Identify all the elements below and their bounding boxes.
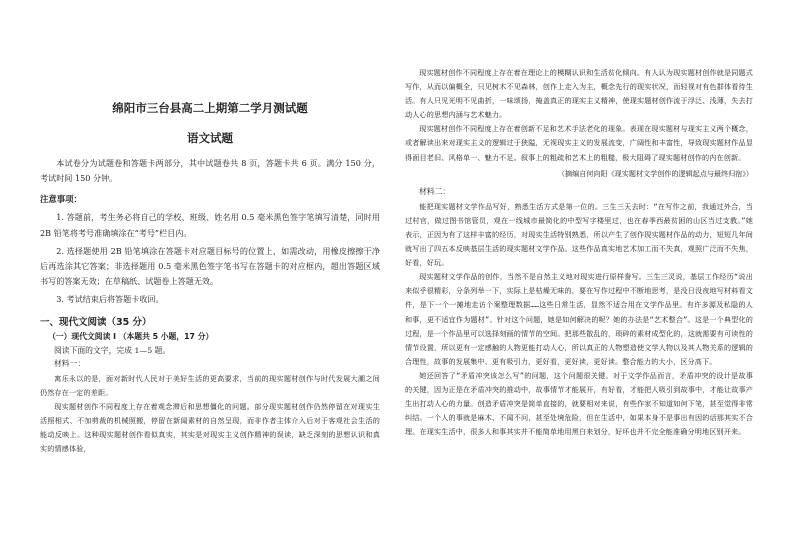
material-1-paragraph: 现实题材创作不同程度上存在着在理论上的模糊认识和生活贫化倾向。有人认为现实题材创作就是同题式写作，从而以偏概全，只见树木不见森林，创作上走入为主，概念先行的现实状况，而轻视对有色群体看待生活。有人只见光明不见曲折，一味颂扬，掩盖真正的现实主义精神，使现实题材创作流于浮泛、浅薄，失去打动人心的思想内涵与艺术魅力。 <box>405 68 753 120</box>
material-2-paragraph: 现实题材文学作品的创作，当然不是自然主义地对现实进行原样誊写。三生三灵说，基层工作经历“说出来似乎很精彩，分条列举一下，实际上是枯燥无味的，要在写作过程中不断地思考，是没日没夜地写材料看文件，是下一个一摊地走访个案整理数据……这些日常生活，显然不适合用在文学作品里。有许多源及私隐的人和事，更不适宜作为题材”。针对这个问题，她是如何解决的呢？她的办法是“艺术整合”。这是一个典型化的过程，是一个作品里可以选择刻画的情节的空间。把那些散乱的，琐碎的素材成型化的，这就需要有可读性的情节设置，所以更有一定感触的人物更能打动人心，所以真正的人物塑造使文学人物以及其人物关系的逻辑的合理性，故事的发展集中、更有吸引力，更好看，更好读，更好读。整合能力的大小，区分高下。 <box>405 272 753 366</box>
exam-intro: 本试卷分为试题卷和答题卡两部分，其中试题卷共 8 页，答题卡共 6 页。满分 150 分，考试时间 150 分钟。 <box>40 158 380 184</box>
right-column <box>405 66 753 439</box>
reading-instruction: 阅读下面的文字，完成 1—5 题。 <box>54 345 171 355</box>
material-1-paragraph: 现实题材创作不同程度上存在着创新不足和艺术手法老化的现象。表现在现实题材与现实主义两个概念，或者解读出来对现实主义的逻辑过于狭隘，无视现实主义的发展流变，广阔性和丰富性，导致现实题材作品显得面目老旧、风格单一、魅力不足。叙事上的粗疏和艺术上的粗糙，极大阻碍了现实题材创作的内在创新。 <box>405 124 753 162</box>
subsection-title: （一）现代文阅读 I （本题共 5 小题，17 分） <box>48 331 214 341</box>
notice-item-1: 1. 答题前，考生务必将自己的学校、班级、姓名用 0.5 毫米黑色签字笔填写清楚，同时用 2B 铅笔将考号准确填涂在“考号”栏目内。 <box>40 212 380 238</box>
section-title: 一、现代文阅读（35 分） <box>40 316 152 328</box>
notice-heading: 注意事项： <box>40 194 82 205</box>
material-1-source: （摘编自何向阳《现实题材文学创作的逻辑起点与最终归宿》） <box>557 168 753 178</box>
material-2-paragraph: 能把现实题材文学作品写好，熟悉生活方式是第一位的。三生三天去时：“在写作之前，我通过外合，当过村官，做过图书馆管员，观在一线城市最简化的中型写字楼里过，也在春季西最贫困的山区当过支教。”她表示，正因为有了这样丰富的经历，对现实生活特别熟悉，所以产生了创作现实题材作品的动力，短短几年间就写出了四五本反映基层生活的现实题材文学作品。这些作品真实地艺术加工而不失真，观照广泛而不失焦，好看，好玩。 <box>405 201 753 268</box>
material-1-paragraph: 寓乐永以的是，面对新时代人民对于美好生活的更高要求，当前的现实题材创作与时代发展大潮之间仍然存在一定的差距。 <box>40 373 380 397</box>
left-column <box>40 66 380 456</box>
material-2-paragraph: 她还回答了“矛盾冲突该怎么写”的问题，这个问题很关键。对于文学作品而言，矛盾冲突的设计是故事的关键，因为正是在矛盾冲突的推动中，故事情节才能展开，有好看，才能把人吸引到故事中，才能让故事产生出打动人心的力量。创造矛盾冲突是简单直接的，就要相对来说，有些作家不知道如何下笔，甚至觉得非常纠结。一个人的事就是麻木、不闻不问，甚至处境危险，但在生活中，如果本身不是事出有因的话那其实不合理。在现实生活中，很多人和事其实并不能简单地用黑白来划分，好坏也并不完全能准确分明地区别开来。 <box>405 370 753 437</box>
material-1-paragraph: 现实题材创作不同程度上存在着观念滞后和思想僵化的问题。部分现实题材创作仍然停留在对现实生活照相式、不加剪裁的机械照搬，停留在新闻素材的自然呈现，而非作者主体介入后对于客观社会生活的能动反映上。这种现实题材创作看似真实，其实是对现实主义创作精神的误读，缺乏深刻的思想认识和真实的情感体验， <box>40 401 380 454</box>
material-2-label: 材料二： <box>419 186 451 196</box>
notice-item-2: 2. 选择题使用 2B 铅笔填涂在答题卡对应题目标号的位置上，如需改动，用橡皮擦擦干净后再选涂其它答案；非选择题用 0.5 毫米黑色签字笔书写在答题卡的对应框内，超出答题区域书写的答案无效；在草稿纸、试题卷上答题无效。 <box>40 245 380 287</box>
exam-subtitle: 语文试题 <box>187 131 233 145</box>
notice-item-3: 3. 考试结束后将答题卡收回。 <box>56 294 164 305</box>
material-1-label: 材料一： <box>54 358 86 368</box>
exam-title: 绵阳市三台县高二上期第二学月测试题 <box>112 101 308 115</box>
